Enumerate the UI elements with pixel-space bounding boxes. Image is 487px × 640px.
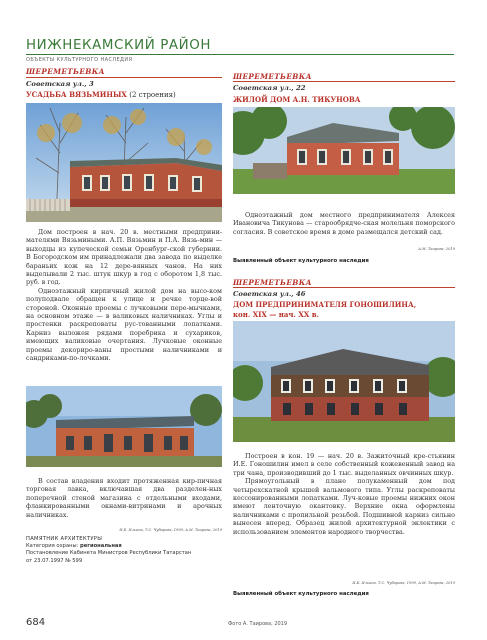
section-subtitle: ОБЪЕКТЫ КУЛЬТУРНОГО НАСЛЕДИЯ	[26, 57, 133, 63]
right-bottom-object-date: кон. XIX — нач. XX в.	[233, 310, 319, 319]
decree-line: Постановление Кабинета Министров Республики Татарстан	[26, 550, 192, 557]
right-bottom-place-rule	[233, 287, 455, 288]
left-description	[26, 228, 222, 363]
district-title: НИЖНЕКАМСКИЙ РАЙОН	[26, 38, 212, 53]
left-paragraph: В состав владения входит протяженная кир-пичная торговая лавка, включавшая два разделен-ных поперечной стеной магазина с отдельными входами, фланкированными окнами-витринами и арочных наличниках.	[26, 477, 222, 519]
right-bottom-credit: И.Б. Ильина, Т.С. Чубарова, 1999, А.М. Таирова, 2019	[352, 581, 455, 585]
right-bottom-paragraph: Прямоугольный в плане полукаменный дом под четырехскатной крышей вальмового типа. Углы раскреповаты кессонированными лопатками. Луч-ковые проемы нижних окон имеют ленточную окантовку. Верхние окна оформлены наличниками с пропильной резьбой. Подшивной карниз сильно вынесен вперед. Образец жилой архитектурной эклектики с использованием элементов народного творчества.	[233, 477, 455, 536]
monument-info	[26, 536, 191, 565]
right-top-description	[233, 211, 455, 236]
right-bottom-street: Советская ул., 46	[233, 290, 306, 298]
right-top-credit: А.М. Таирова, 2019	[418, 247, 455, 251]
protection-category	[26, 543, 191, 550]
right-top-place-heading: ШЕРЕМЕТЬЕВКА	[233, 72, 312, 81]
right-bottom-description	[233, 452, 455, 536]
right-bottom-object-name: ДОМ ПРЕДПРИНИМАТЕЛЯ ГОНОШИЛИНА,	[233, 300, 417, 309]
right-bottom-paragraph: Построен в кон. 19 — нач. 20 в. Зажиточный кре-стьянин И.Е. Гоношилин имел в селе собственный кожевенный завод на три чана, производивший до 1 тыс. выделанных овчинных шкур.	[233, 452, 455, 477]
left-shop-text	[26, 477, 222, 519]
monument-heading: ПАМЯТНИК АРХИТЕКТУРЫ	[26, 536, 103, 542]
photo-credit: Фото А. Таирова, 2019	[228, 621, 288, 627]
left-place-heading: ШЕРЕМЕТЬЕВКА	[26, 67, 105, 76]
left-paragraph: Дом построен в нач. 20 в. местными предприни-мателями Вязьмиными. А.П. Вязьмин и П.А. Вязь-мин — выходцы из купеческой семьи Оренбург-ской губернии. В Богородском им принадлежали два завода по выделке бараньих кож на 12 дере-вянных чанов. На них выделывали 2 тыс. штук шкур в год с оборотом 1,8 тыс. руб. в год.	[26, 228, 222, 287]
right-bottom-place-heading: ШЕРЕМЕТЬЕВКА	[233, 278, 312, 287]
decree-date: от 23.07.1997 № 599	[26, 557, 83, 564]
right-top-street: Советская ул., 22	[233, 84, 306, 92]
right-bottom-heritage-label: Выявленный объект культурного наследия	[233, 591, 369, 597]
right-top-photo	[233, 107, 455, 194]
right-top-place-rule	[233, 81, 455, 82]
right-top-heritage-label: Выявленный объект культурного наследия	[233, 258, 369, 264]
right-top-object-name: ЖИЛОЙ ДОМ А.Н. ТИКУНОВА	[233, 95, 361, 104]
category-value: региональная	[80, 543, 122, 550]
left-credit: И.Б. Ильина, Т.С. Чубарова, 1999, А.М. Таирова, 2019	[119, 528, 222, 532]
left-place-rule	[26, 77, 222, 78]
header-rule	[26, 54, 454, 55]
left-street: Советская ул., 3	[26, 80, 94, 88]
left-photo-estate	[26, 103, 222, 222]
category-label: Категория охраны:	[26, 543, 79, 550]
page-number: 684	[26, 617, 46, 628]
right-top-paragraph: Одноэтажный дом местного предпринимателя Алексея Ивановича Тикунова — старообрядче-ская молельня поморского согласия. В советское время в доме размещался детский сад.	[233, 211, 455, 236]
left-photo-shop	[26, 386, 222, 467]
right-bottom-photo	[233, 321, 455, 442]
left-object-note: (2 строения)	[129, 91, 176, 99]
left-object-title: УСАДЬБА ВЯЗЬМИНЫХ	[26, 90, 127, 99]
left-object-name	[26, 90, 176, 99]
left-paragraph: Одноэтажный кирпичный жилой дом на высо-ком полуподвале обращен к улице и речке торце-вой стороной. Оконные проемы с лучковыми пере-мычками, на основном этаже — в валиковых наличниках. Углы и простенки раскреповаты рус-тованными лопатками. Карниз выложен рядами поребрика и сухариков, имеющих валиковые очертания. Лучковые оконные проемы декориро-ваны простыми наличниками и сандриками-по-лочками.	[26, 286, 222, 363]
